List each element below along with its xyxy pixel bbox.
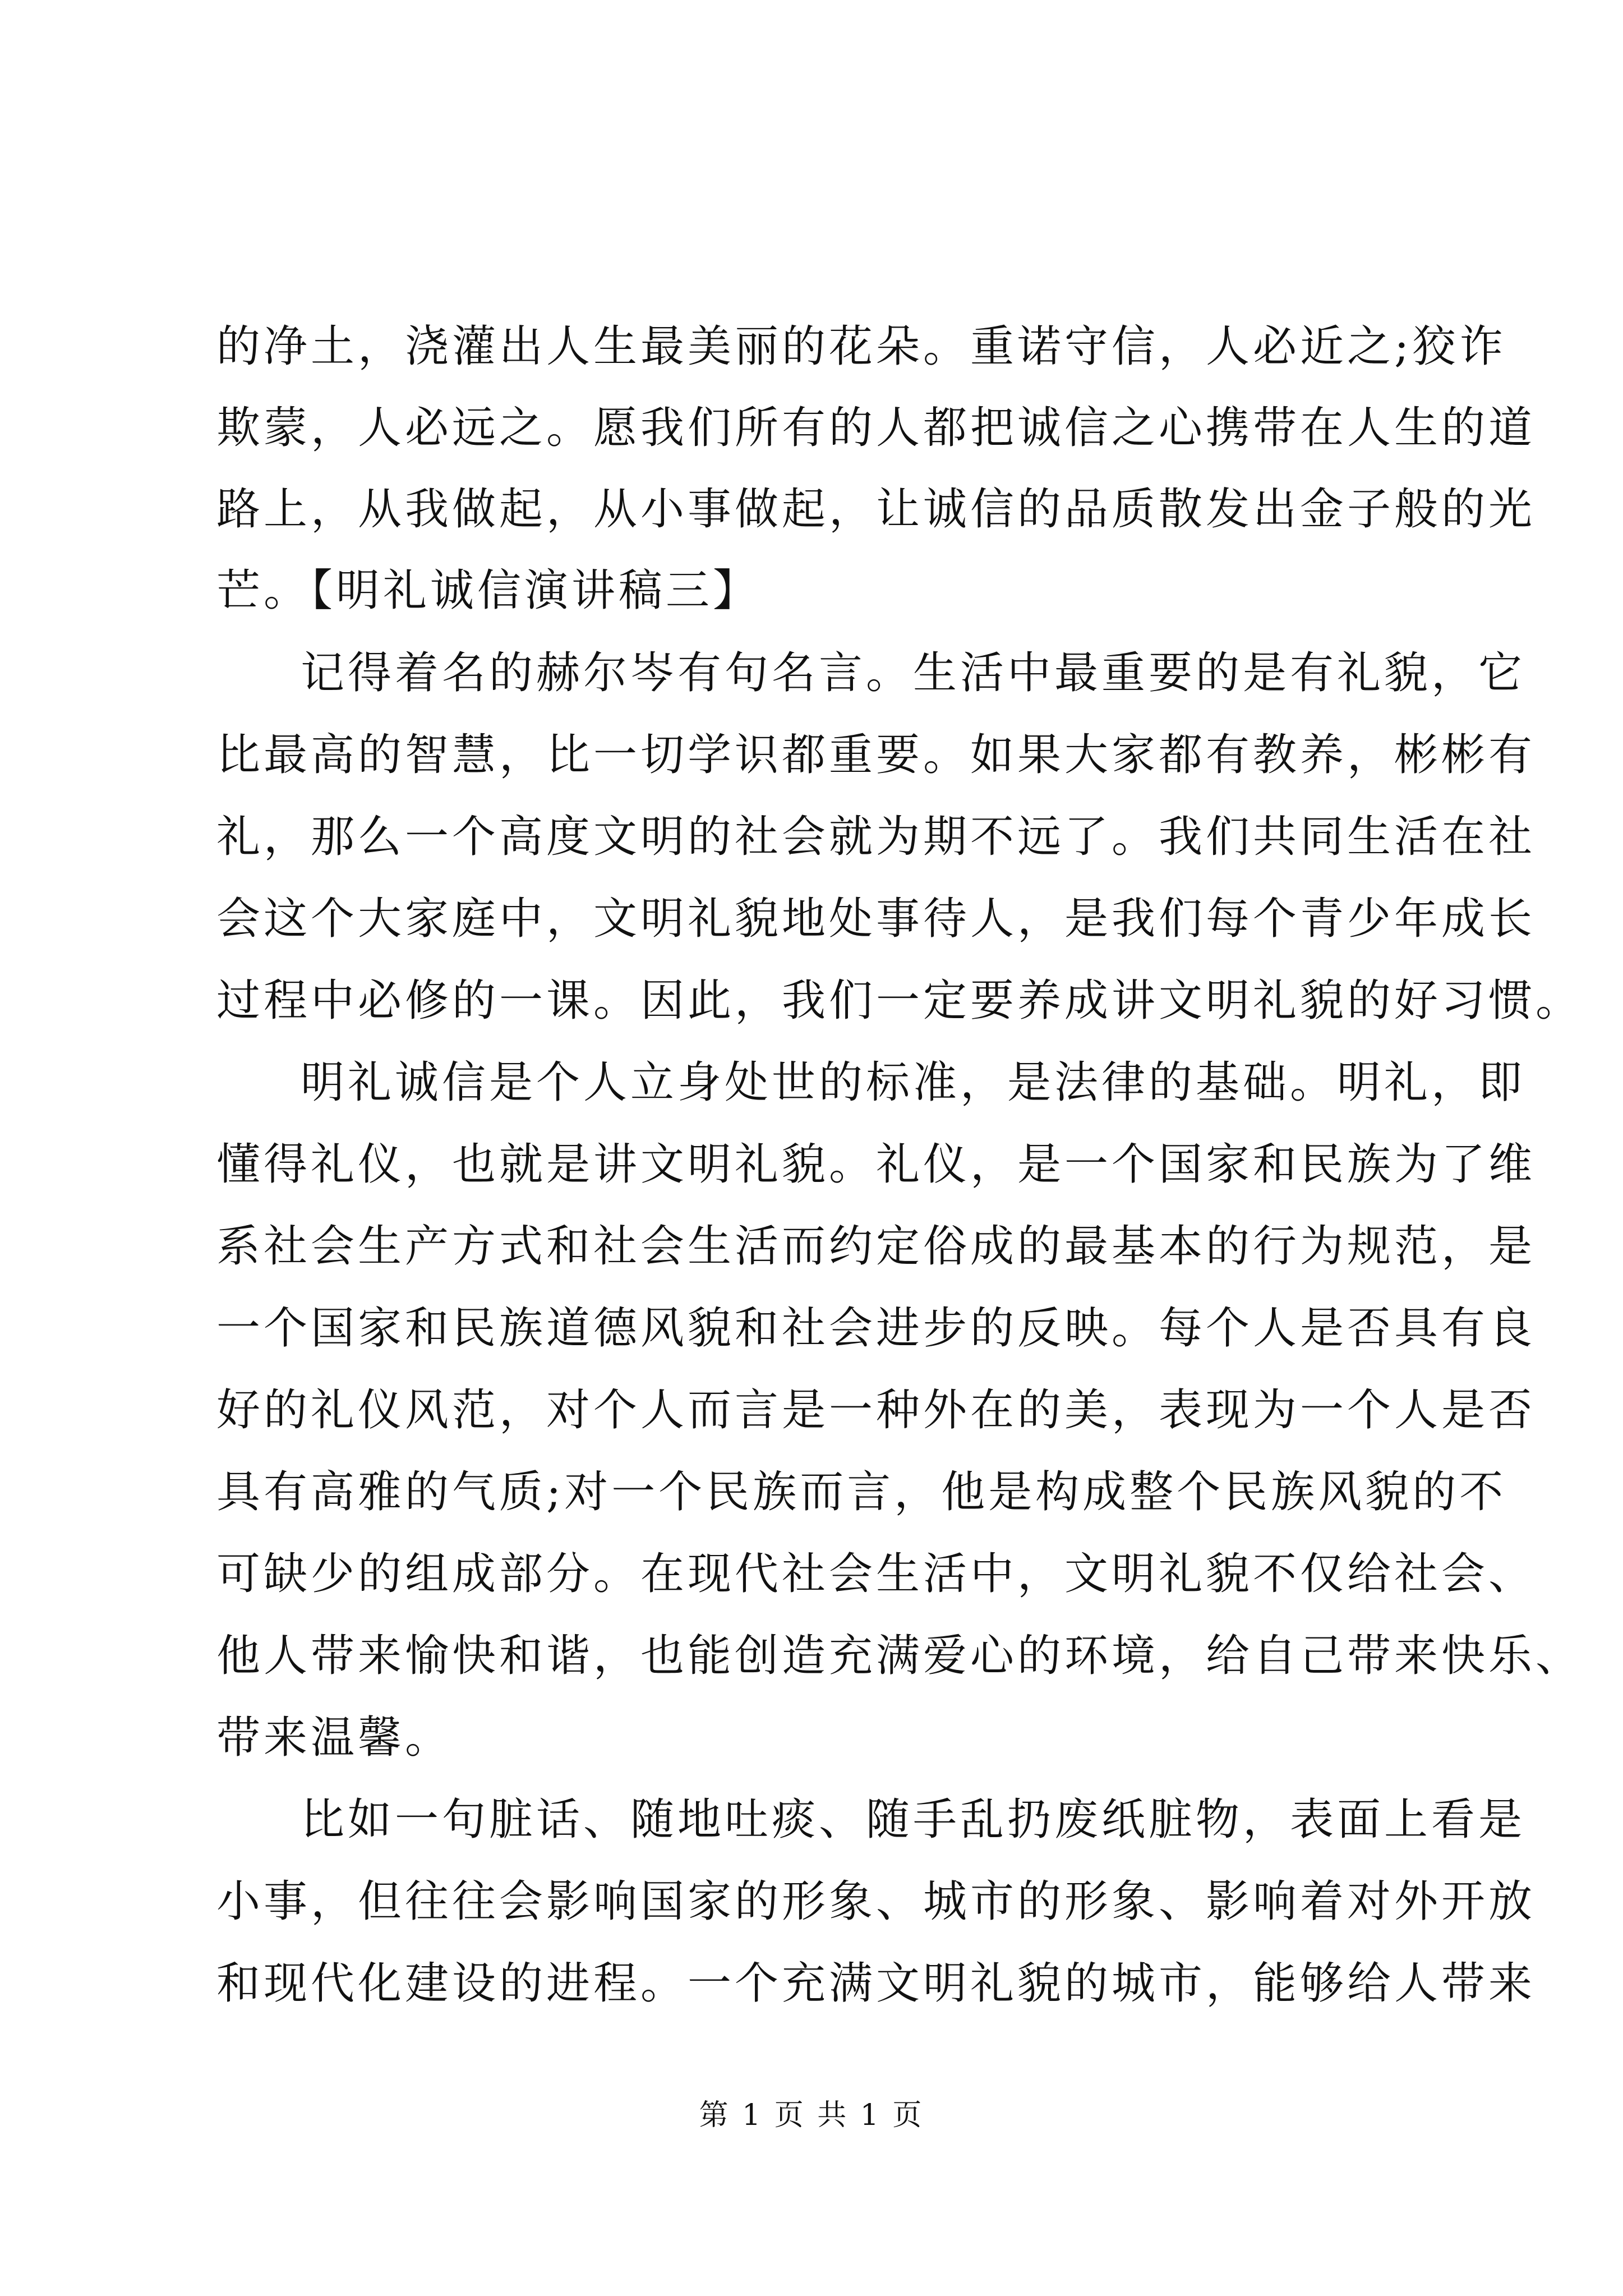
text-line: 可缺少的组成部分。在现代社会生活中，文明礼貌不仅给社会、 (216, 1549, 1536, 1599)
paragraph-start-line: 比如一句脏话、随地吐痰、随手乱扔废纸脏物，表面上看是 (301, 1795, 1526, 1845)
text-line: 一个国家和民族道德风貌和社会进步的反映。每个人是否具有良 (216, 1303, 1536, 1354)
text-line: 比最高的智慧，比一切学识都重要。如果大家都有教养，彬彬有 (216, 730, 1536, 780)
page-footer: 第 1 页 共 1 页 (699, 2099, 924, 2132)
paragraph-start-line: 记得着名的赫尔岑有句名言。生活中最重要的是有礼貌，它 (301, 648, 1526, 698)
text-line: 带来温馨。 (216, 1713, 453, 1763)
text-line: 他人带来愉快和谐，也能创造充满爱心的环境，给自己带来快乐、 (216, 1631, 1583, 1681)
section-heading-line: 芒。【明礼诚信演讲稿三】 (216, 565, 760, 616)
text-line: 路上，从我做起，从小事做起，让诚信的品质散发出金子般的光 (216, 484, 1536, 535)
text-line: 懂得礼仪，也就是讲文明礼貌。礼仪，是一个国家和民族为了维 (216, 1139, 1536, 1190)
text-line: 会这个大家庭中，文明礼貌地处事待人，是我们每个青少年成长 (216, 894, 1536, 944)
text-line: 和现代化建设的进程。一个充满文明礼貌的城市，能够给人带来 (216, 1958, 1536, 2009)
text-line: 礼，那么一个高度文明的社会就为期不远了。我们共同生活在社 (216, 812, 1536, 862)
text-line: 好的礼仪风范，对个人而言是一种外在的美，表现为一个人是否 (216, 1385, 1536, 1435)
paragraph-start-line: 明礼诚信是个人立身处世的标准，是法律的基础。明礼，即 (301, 1057, 1526, 1108)
text-line: 小事，但往往会影响国家的形象、城市的形象、影响着对外开放 (216, 1876, 1536, 1927)
text-line: 欺蒙，人必远之。愿我们所有的人都把诚信之心携带在人生的道 (216, 403, 1536, 453)
text-line: 具有高雅的气质;对一个民族而言，他是构成整个民族风貌的不 (216, 1467, 1507, 1517)
text-line: 过程中必修的一课。因此，我们一定要养成讲文明礼貌的好习惯。 (216, 976, 1583, 1026)
text-line: 的净土，浇灌出人生最美丽的花朵。重诺守信，人必近之;狡诈 (216, 321, 1507, 372)
text-line: 系社会生产方式和社会生活而约定俗成的最基本的行为规范，是 (216, 1221, 1536, 1272)
